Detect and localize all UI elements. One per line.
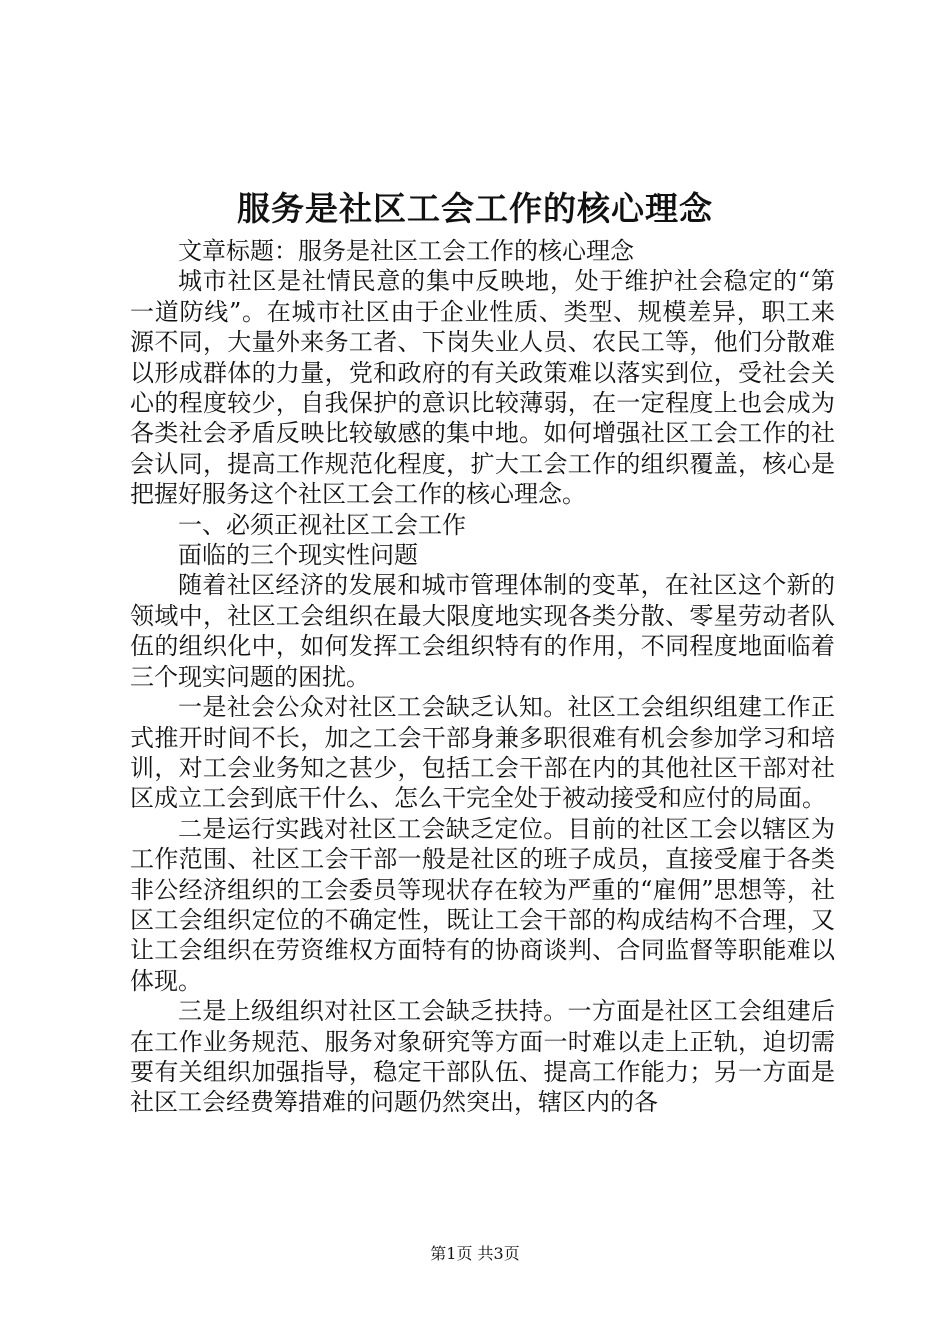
document-body	[130, 236, 835, 1118]
section-heading-line-2: 面临的三个现实性问题	[178, 541, 418, 570]
section-heading-line-1: 一、必须正视社区工会工作	[178, 510, 466, 539]
section-intro-paragraph: 随着社区经济的发展和城市管理体制的变革，在社区这个新的领域中，社区工会组织在最大限度地实现各类分散、零星劳动者队伍的组织化中，如何发挥工会组织特有的作用，不同程度地面临着三个现实问题的困扰。	[130, 571, 835, 691]
article-title-line: 文章标题：服务是社区工会工作的核心理念	[178, 237, 634, 265]
problem-one-paragraph: 一是社会公众对社区工会缺乏认知。社区工会组织组建工作正式推开时间不长，加之工会干部身兼多职很难有机会参加学习和培训，对工会业务知之甚少，包括工会干部在内的其他社区干部对社区成立工会到底干什么、怎么干完全处于被动接受和应付的局面。	[130, 693, 835, 813]
problem-three-paragraph: 三是上级组织对社区工会缺乏扶持。一方面是社区工会组建后在工作业务规范、服务对象研究等方面一时难以走上正轨，迫切需要有关组织加强指导，稳定干部队伍、提高工作能力；另一方面是社区工会经费筹措难的问题仍然突出，辖区内的各	[130, 997, 835, 1117]
document-title: 服务是社区工会工作的核心理念	[237, 189, 713, 228]
intro-paragraph: 城市社区是社情民意的集中反映地，处于维护社会稳定的“第一道防线”。在城市社区由于企业性质、类型、规模差异，职工来源不同，大量外来务工者、下岗失业人员、农民工等，他们分散难以形成群体的力量，党和政府的有关政策难以落实到位，受社会关心的程度较少，自我保护的意识比较薄弱，在一定程度上也会成为各类社会矛盾反映比较敏感的集中地。如何增强社区工会工作的社会认同，提高工作规范化程度，扩大工会工作的组织覆盖，核心是把握好服务这个社区工会工作的核心理念。	[130, 267, 835, 509]
problem-two-paragraph: 二是运行实践对社区工会缺乏定位。目前的社区工会以辖区为工作范围、社区工会干部一般是社区的班子成员，直接受雇于各类非公经济组织的工会委员等现状存在较为严重的“雇佣”思想等，社区工会组织定位的不确定性，既让工会干部的构成结构不合理，又让工会组织在劳资维权方面特有的协商谈判、合同监督等职能难以体现。	[130, 814, 835, 995]
page-footer: 第1页 共3页	[430, 1244, 520, 1263]
